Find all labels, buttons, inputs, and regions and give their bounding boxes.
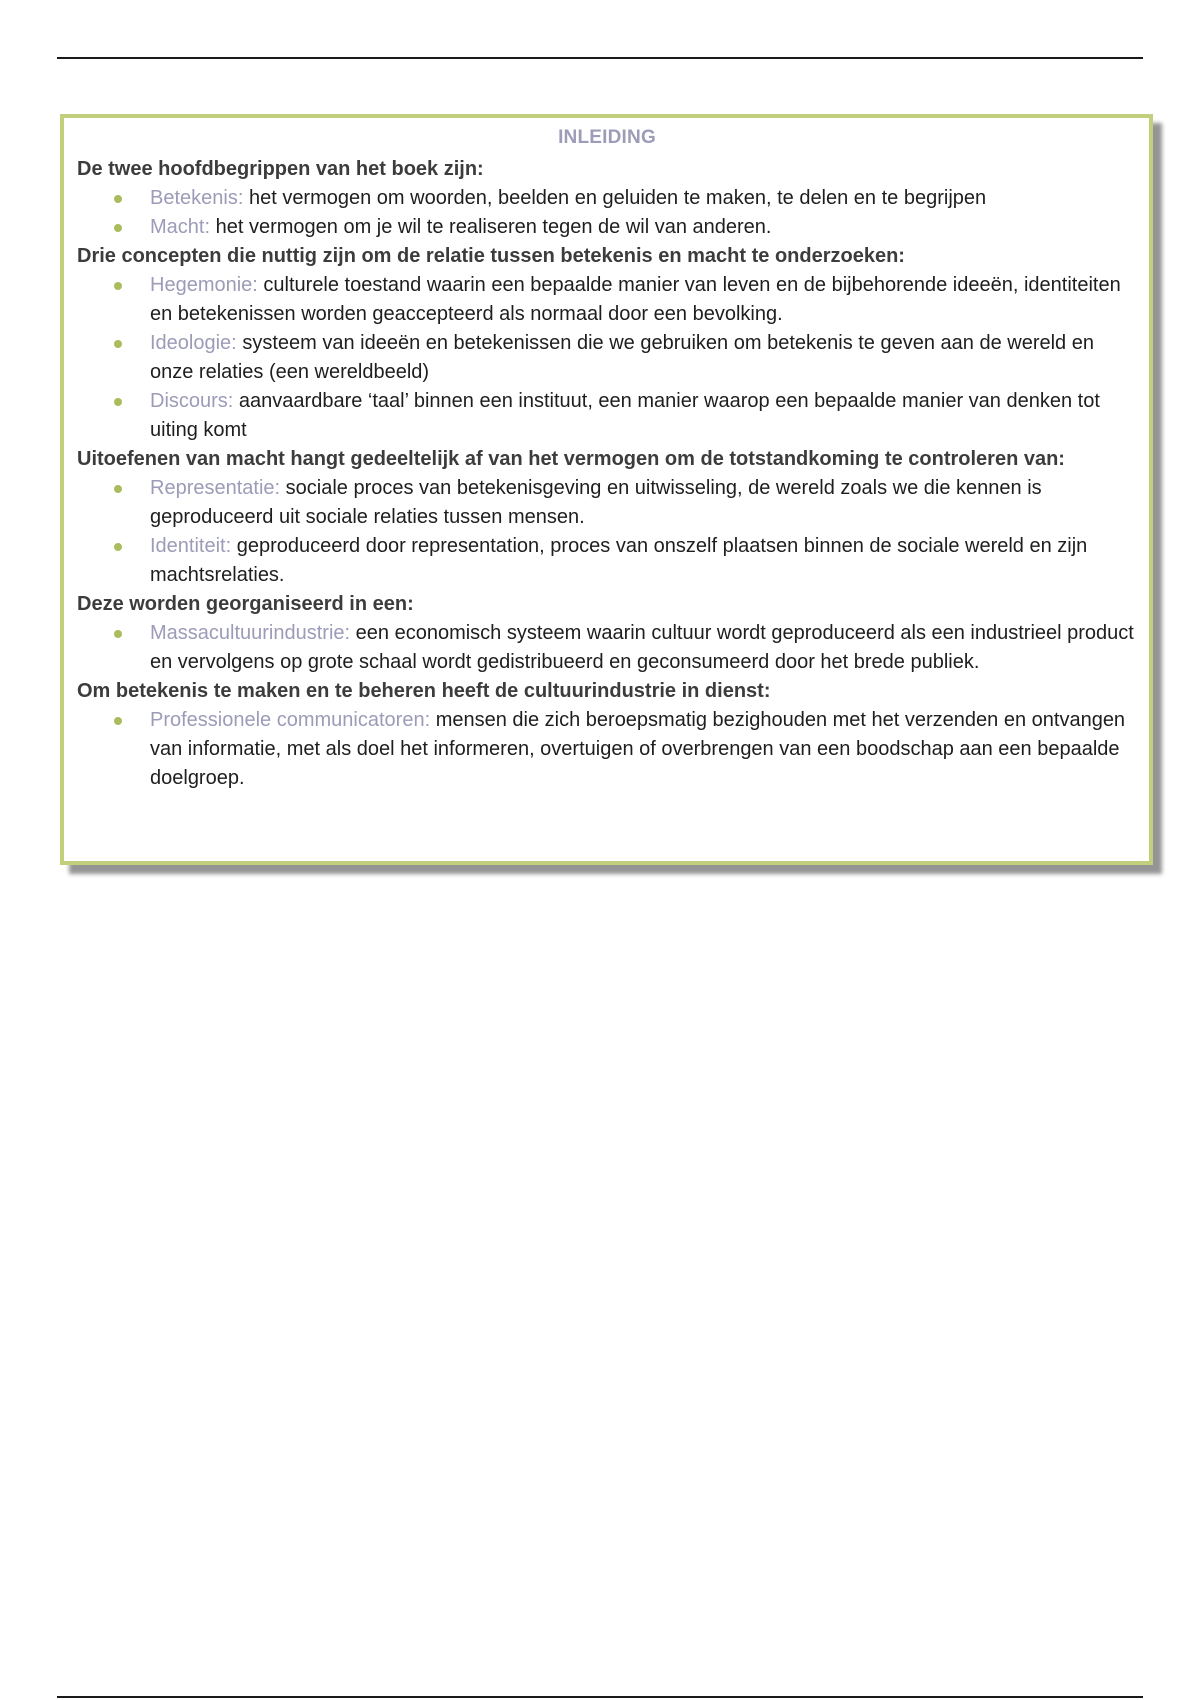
list-item <box>77 213 1137 242</box>
bullet-list <box>77 271 1137 445</box>
term-definition: een economisch systeem waarin cultuur wordt geproduceerd als een industrieel product en vervolgens op grote schaal wordt gedistribueerd en geconsumeerd door het brede publiek. <box>150 622 1134 673</box>
header-rule <box>57 57 1143 59</box>
term-definition: aanvaardbare ‘taal’ binnen een instituut, een manier waarop een bepaalde manier van denken tot uiting komt <box>150 390 1100 441</box>
section-intro: De twee hoofdbegrippen van het boek zijn: <box>77 158 484 180</box>
summary-box <box>60 114 1153 865</box>
section-intro: Uitoefenen van macht hangt gedeeltelijk af van het vermogen om de totstandkoming te controleren van: <box>77 448 1065 470</box>
section-intro: Om betekenis te maken en te beheren heeft de cultuurindustrie in dienst: <box>77 680 771 702</box>
term-definition: systeem van ideeën en betekenissen die we gebruiken om betekenis te geven aan de wereld en onze relaties (een wereldbeeld) <box>150 332 1094 383</box>
bullet-icon <box>114 224 122 232</box>
section-intro: Drie concepten die nuttig zijn om de relatie tussen betekenis en macht te onderzoeken: <box>77 245 905 267</box>
bullet-icon <box>114 282 122 290</box>
term-label: Identiteit: <box>150 535 232 557</box>
bullet-icon <box>114 717 122 725</box>
term-definition: het vermogen om je wil te realiseren tegen de wil van anderen. <box>215 216 772 238</box>
list-item <box>77 619 1137 677</box>
term-label: Ideologie: <box>150 332 237 354</box>
list-item <box>77 271 1137 329</box>
section-intro: Deze worden georganiseerd in een: <box>77 593 414 615</box>
term-label: Massacultuurindustrie: <box>150 622 351 644</box>
footer-rule <box>57 1696 1143 1698</box>
list-item <box>77 706 1137 793</box>
term-definition: mensen die zich beroepsmatig bezighouden met het verzenden en ontvangen van informatie, met als doel het informeren, overtuigen of overbrengen van een boodschap aan een bepaalde doelgroep. <box>150 709 1126 789</box>
term-definition: culturele toestand waarin een bepaalde manier van leven en de bijbehorende ideeën, identiteiten en betekenissen worden geaccepteerd als normaal door een bevolking. <box>150 274 1121 325</box>
term-definition: het vermogen om woorden, beelden en geluiden te maken, te delen en te begrijpen <box>248 187 987 209</box>
term-label: Representatie: <box>150 477 281 499</box>
term-label: Hegemonie: <box>150 274 258 296</box>
bullet-icon <box>114 543 122 551</box>
list-item <box>77 387 1137 445</box>
bullet-list <box>77 706 1137 793</box>
term-definition: geproduceerd door representation, proces van onszelf plaatsen binnen de sociale wereld en zijn machtsrelaties. <box>150 535 1088 586</box>
bullet-icon <box>114 398 122 406</box>
bullet-icon <box>114 195 122 203</box>
term-label: Professionele communicatoren: <box>150 709 431 731</box>
box-title: INLEIDING <box>558 127 656 148</box>
bullet-list <box>77 619 1137 677</box>
list-item <box>77 474 1137 532</box>
bullet-icon <box>114 485 122 493</box>
list-item <box>77 184 1137 213</box>
bullet-list <box>77 474 1137 590</box>
bullet-icon <box>114 630 122 638</box>
term-label: Discours: <box>150 390 234 412</box>
list-item <box>77 532 1137 590</box>
term-label: Macht: <box>150 216 211 238</box>
term-definition: sociale proces van betekenisgeving en uitwisseling, de wereld zoals we die kennen is geproduceerd uit sociale relaties tussen mensen. <box>150 477 1042 528</box>
bullet-list <box>77 184 1137 242</box>
term-label: Betekenis: <box>150 187 244 209</box>
bullet-icon <box>114 340 122 348</box>
list-item <box>77 329 1137 387</box>
